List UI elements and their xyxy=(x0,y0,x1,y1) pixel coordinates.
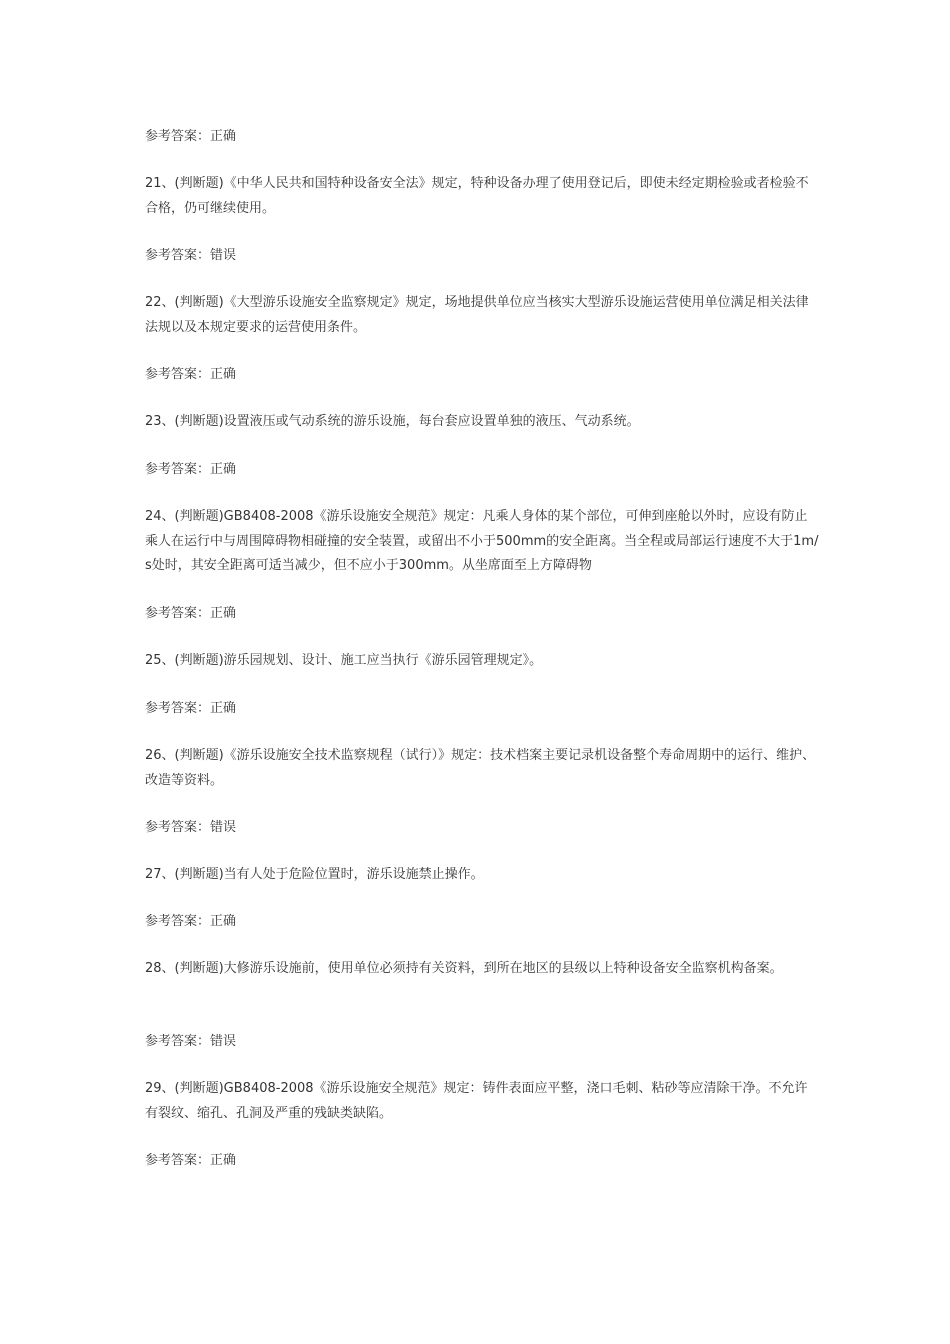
answer-line: 参考答案：正确 xyxy=(145,462,237,477)
question-22: 22、(判断题)《大型游乐设施安全监察规定》规定，场地提供单位应当核实大型游乐设施运营使用单位满足相关法律法规以及本规定要求的运营使用条件。 xyxy=(145,295,809,335)
answer-line: 参考答案：正确 xyxy=(145,914,237,929)
answer-line: 参考答案：正确 xyxy=(145,129,237,144)
answer-line: 参考答案：错误 xyxy=(145,1034,237,1049)
question-25: 25、(判断题)游乐园规划、设计、施工应当执行《游乐园管理规定》。 xyxy=(145,653,543,668)
answer-line: 参考答案：错误 xyxy=(145,820,237,835)
question-27: 27、(判断题)当有人处于危险位置时，游乐设施禁止操作。 xyxy=(145,867,484,882)
answer-line: 参考答案：错误 xyxy=(145,248,237,263)
question-23: 23、(判断题)设置液压或气动系统的游乐设施，每台套应设置单独的液压、气动系统。 xyxy=(145,414,640,429)
answer-line: 参考答案：正确 xyxy=(145,1153,237,1168)
question-24: 24、(判断题)GB8408-2008《游乐设施安全规范》规定：凡乘人身体的某个部位，可伸到座舱以外时，应设有防止乘人在运行中与周围障碍物相碰撞的安全装置，或留出不小于500mm的安全距离。当全程或局部运行速度不大于1m/s处时，其安全距离可适当减少，但不应小于300mm。从坐席面至上方障碍物 xyxy=(145,509,819,573)
question-29: 29、(判断题)GB8408-2008《游乐设施安全规范》规定：铸件表面应平整，浇口毛刺、粘砂等应清除干净。不允许有裂纹、缩孔、孔洞及严重的残缺类缺陷。 xyxy=(145,1081,808,1121)
question-28: 28、(判断题)大修游乐设施前，使用单位必须持有关资料，到所在地区的县级以上特种设备安全监察机构备案。 xyxy=(145,961,783,976)
question-21: 21、(判断题)《中华人民共和国特种设备安全法》规定，特种设备办理了使用登记后，即使未经定期检验或者检验不合格，仍可继续使用。 xyxy=(145,176,809,216)
question-26: 26、(判断题)《游乐设施安全技术监察规程（试行）》规定：技术档案主要记录机设备整个寿命周期中的运行、维护、改造等资料。 xyxy=(145,748,816,788)
answer-line: 参考答案：正确 xyxy=(145,606,237,621)
answer-line: 参考答案：正确 xyxy=(145,367,237,382)
answer-line: 参考答案：正确 xyxy=(145,701,237,716)
